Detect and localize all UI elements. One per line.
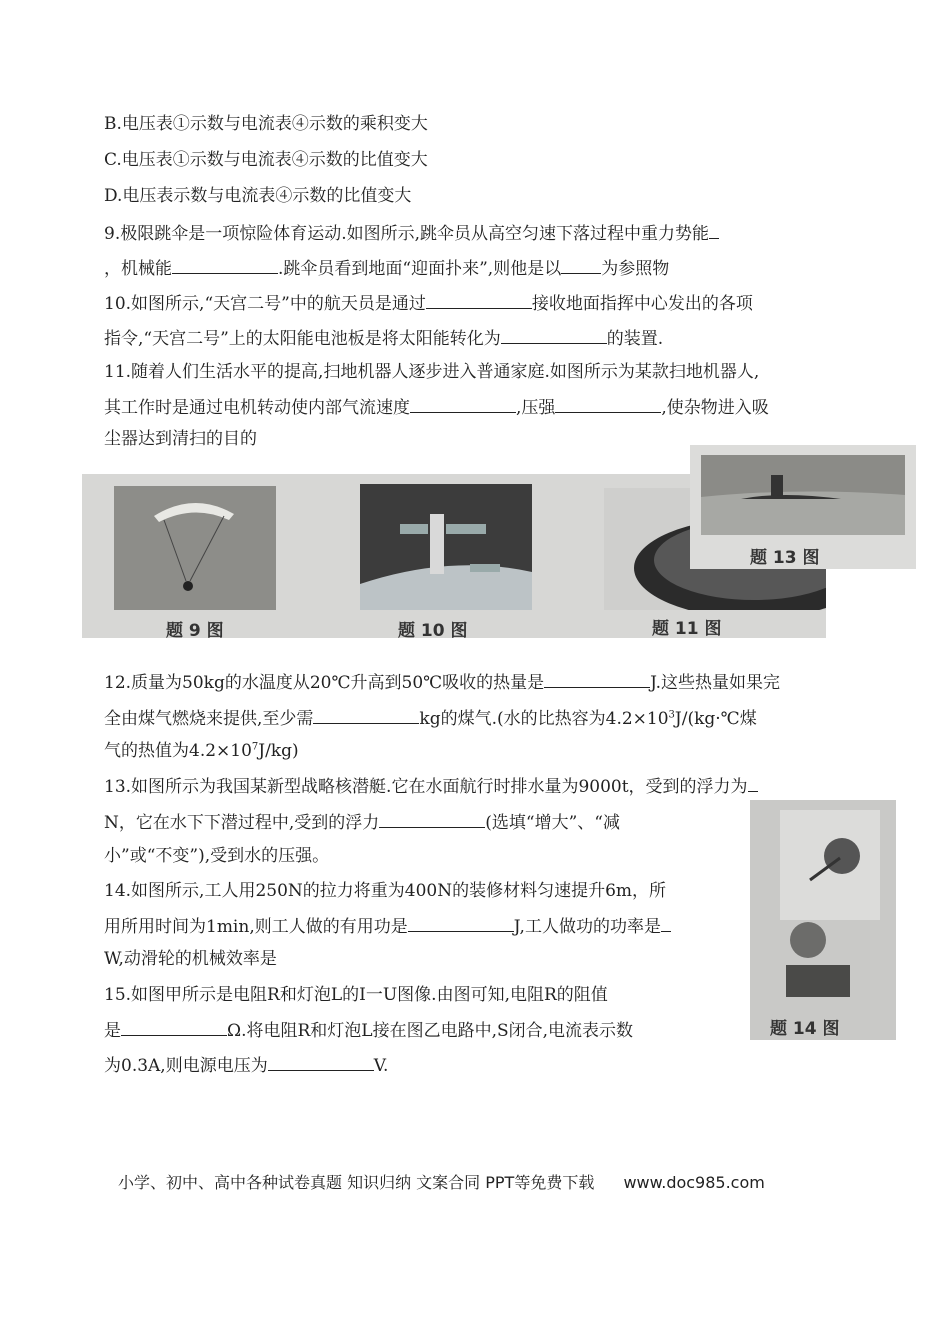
q9-line1: 9.极限跳伞是一项惊险体育运动.如图所示,跳伞员从高空匀速下落过程中重力势能	[104, 221, 719, 245]
answer-blank	[379, 810, 485, 828]
skydiver-photo	[114, 486, 276, 610]
q13-line1: 13.如图所示为我国某新型战略核潜艇.它在水面航行时排水量为9000t，受到的浮力为	[104, 774, 758, 798]
submarine-figure	[690, 445, 916, 569]
q14-line3: W,动滑轮的机械效率是	[104, 949, 277, 969]
figure-13-caption: 题 13 图	[750, 548, 820, 568]
figure-14-caption: 题 14 图	[770, 1019, 840, 1039]
option-d: D.电压表示数与电流表④示数的比值变大	[104, 186, 412, 206]
answer-blank	[121, 1018, 227, 1036]
answer-blank	[748, 774, 758, 792]
q15-line2: 是 Ω.将电阻R和灯泡L接在图乙电路中,S闭合,电流表示数	[104, 1018, 633, 1042]
q13-line2: N，它在水下下潜过程中,受到的浮力 (选填“增大”、“减	[104, 810, 620, 834]
q12-line1: 12.质量为50kg的水温度从20℃升高到50℃吸收的热量是 J.这些热量如果完	[104, 670, 780, 694]
answer-blank	[313, 706, 419, 724]
answer-blank	[410, 395, 516, 413]
q11-line2: 其工作时是通过电机转动使内部气流速度 ,压强 ,使杂物进入吸	[104, 395, 769, 419]
option-b: B.电压表①示数与电流表④示数的乘积变大	[104, 114, 428, 134]
answer-blank	[268, 1053, 374, 1071]
q11-line3: 尘器达到清扫的目的	[104, 429, 257, 449]
answer-blank	[661, 914, 671, 932]
answer-blank	[555, 395, 661, 413]
pulley-figure	[750, 800, 896, 1040]
answer-blank	[544, 670, 650, 688]
space-station-icon	[360, 484, 532, 610]
footer-url[interactable]: www.doc985.com	[623, 1173, 765, 1192]
q14-line2: 用所用时间为1min,则工人做的有用功是 J,工人做功的功率是	[104, 914, 671, 938]
option-c: C.电压表①示数与电流表④示数的比值变大	[104, 150, 428, 170]
q11-line1: 11.随着人们生活水平的提高,扫地机器人逐步进入普通家庭.如图所示为某款扫地机器人,	[104, 362, 760, 382]
q9-line2: ，机械能 .跳伞员看到地面“迎面扑来”,则他是以 为参照物	[104, 256, 669, 280]
answer-blank	[561, 256, 601, 274]
q12-line2: 全由煤气燃烧来提供,至少需 kg的煤气.(水的比热容为$4.2\times 10^3J/(kg\cdot℃$煤	[104, 706, 757, 730]
footer-text: 小学、初中、高中各种试卷真题 知识归纳 文案合同 PPT等免费下载	[118, 1173, 595, 1192]
answer-blank	[426, 291, 532, 309]
submarine-icon	[701, 455, 905, 535]
figure-11-caption: 题 11 图	[652, 619, 722, 639]
q12-line3: 气的热值为$4.2\times 10^7J/kg$)	[104, 741, 299, 761]
figure-9-caption: 题 9 图	[166, 621, 224, 641]
parachute-icon	[114, 486, 276, 610]
answer-blank	[501, 326, 607, 344]
answer-blank	[408, 914, 514, 932]
space-station-photo	[360, 484, 532, 610]
q15-line3: 为0.3A,则电源电压为 V.	[104, 1053, 388, 1077]
footer	[118, 1170, 765, 1193]
q14-line1: 14.如图所示,工人用250N的拉力将重为400N的装修材料匀速提升6m，所	[104, 881, 667, 901]
q15-line1: 15.如图甲所示是电阻R和灯泡L的I一U图像.由图可知,电阻R的阻值	[104, 985, 608, 1005]
q10-line1: 10.如图所示,“天宫二号”中的航天员是通过 接收地面指挥中心发出的各项	[104, 291, 753, 315]
figure-10-caption: 题 10 图	[398, 621, 468, 641]
answer-blank	[709, 221, 719, 239]
q13-line3: 小”或“不变”),受到水的压强。	[104, 846, 330, 866]
answer-blank	[172, 256, 278, 274]
q10-line2: 指令,“天宫二号”上的太阳能电池板是将太阳能转化为 的装置.	[104, 326, 663, 350]
pulley-icon	[750, 800, 896, 1000]
